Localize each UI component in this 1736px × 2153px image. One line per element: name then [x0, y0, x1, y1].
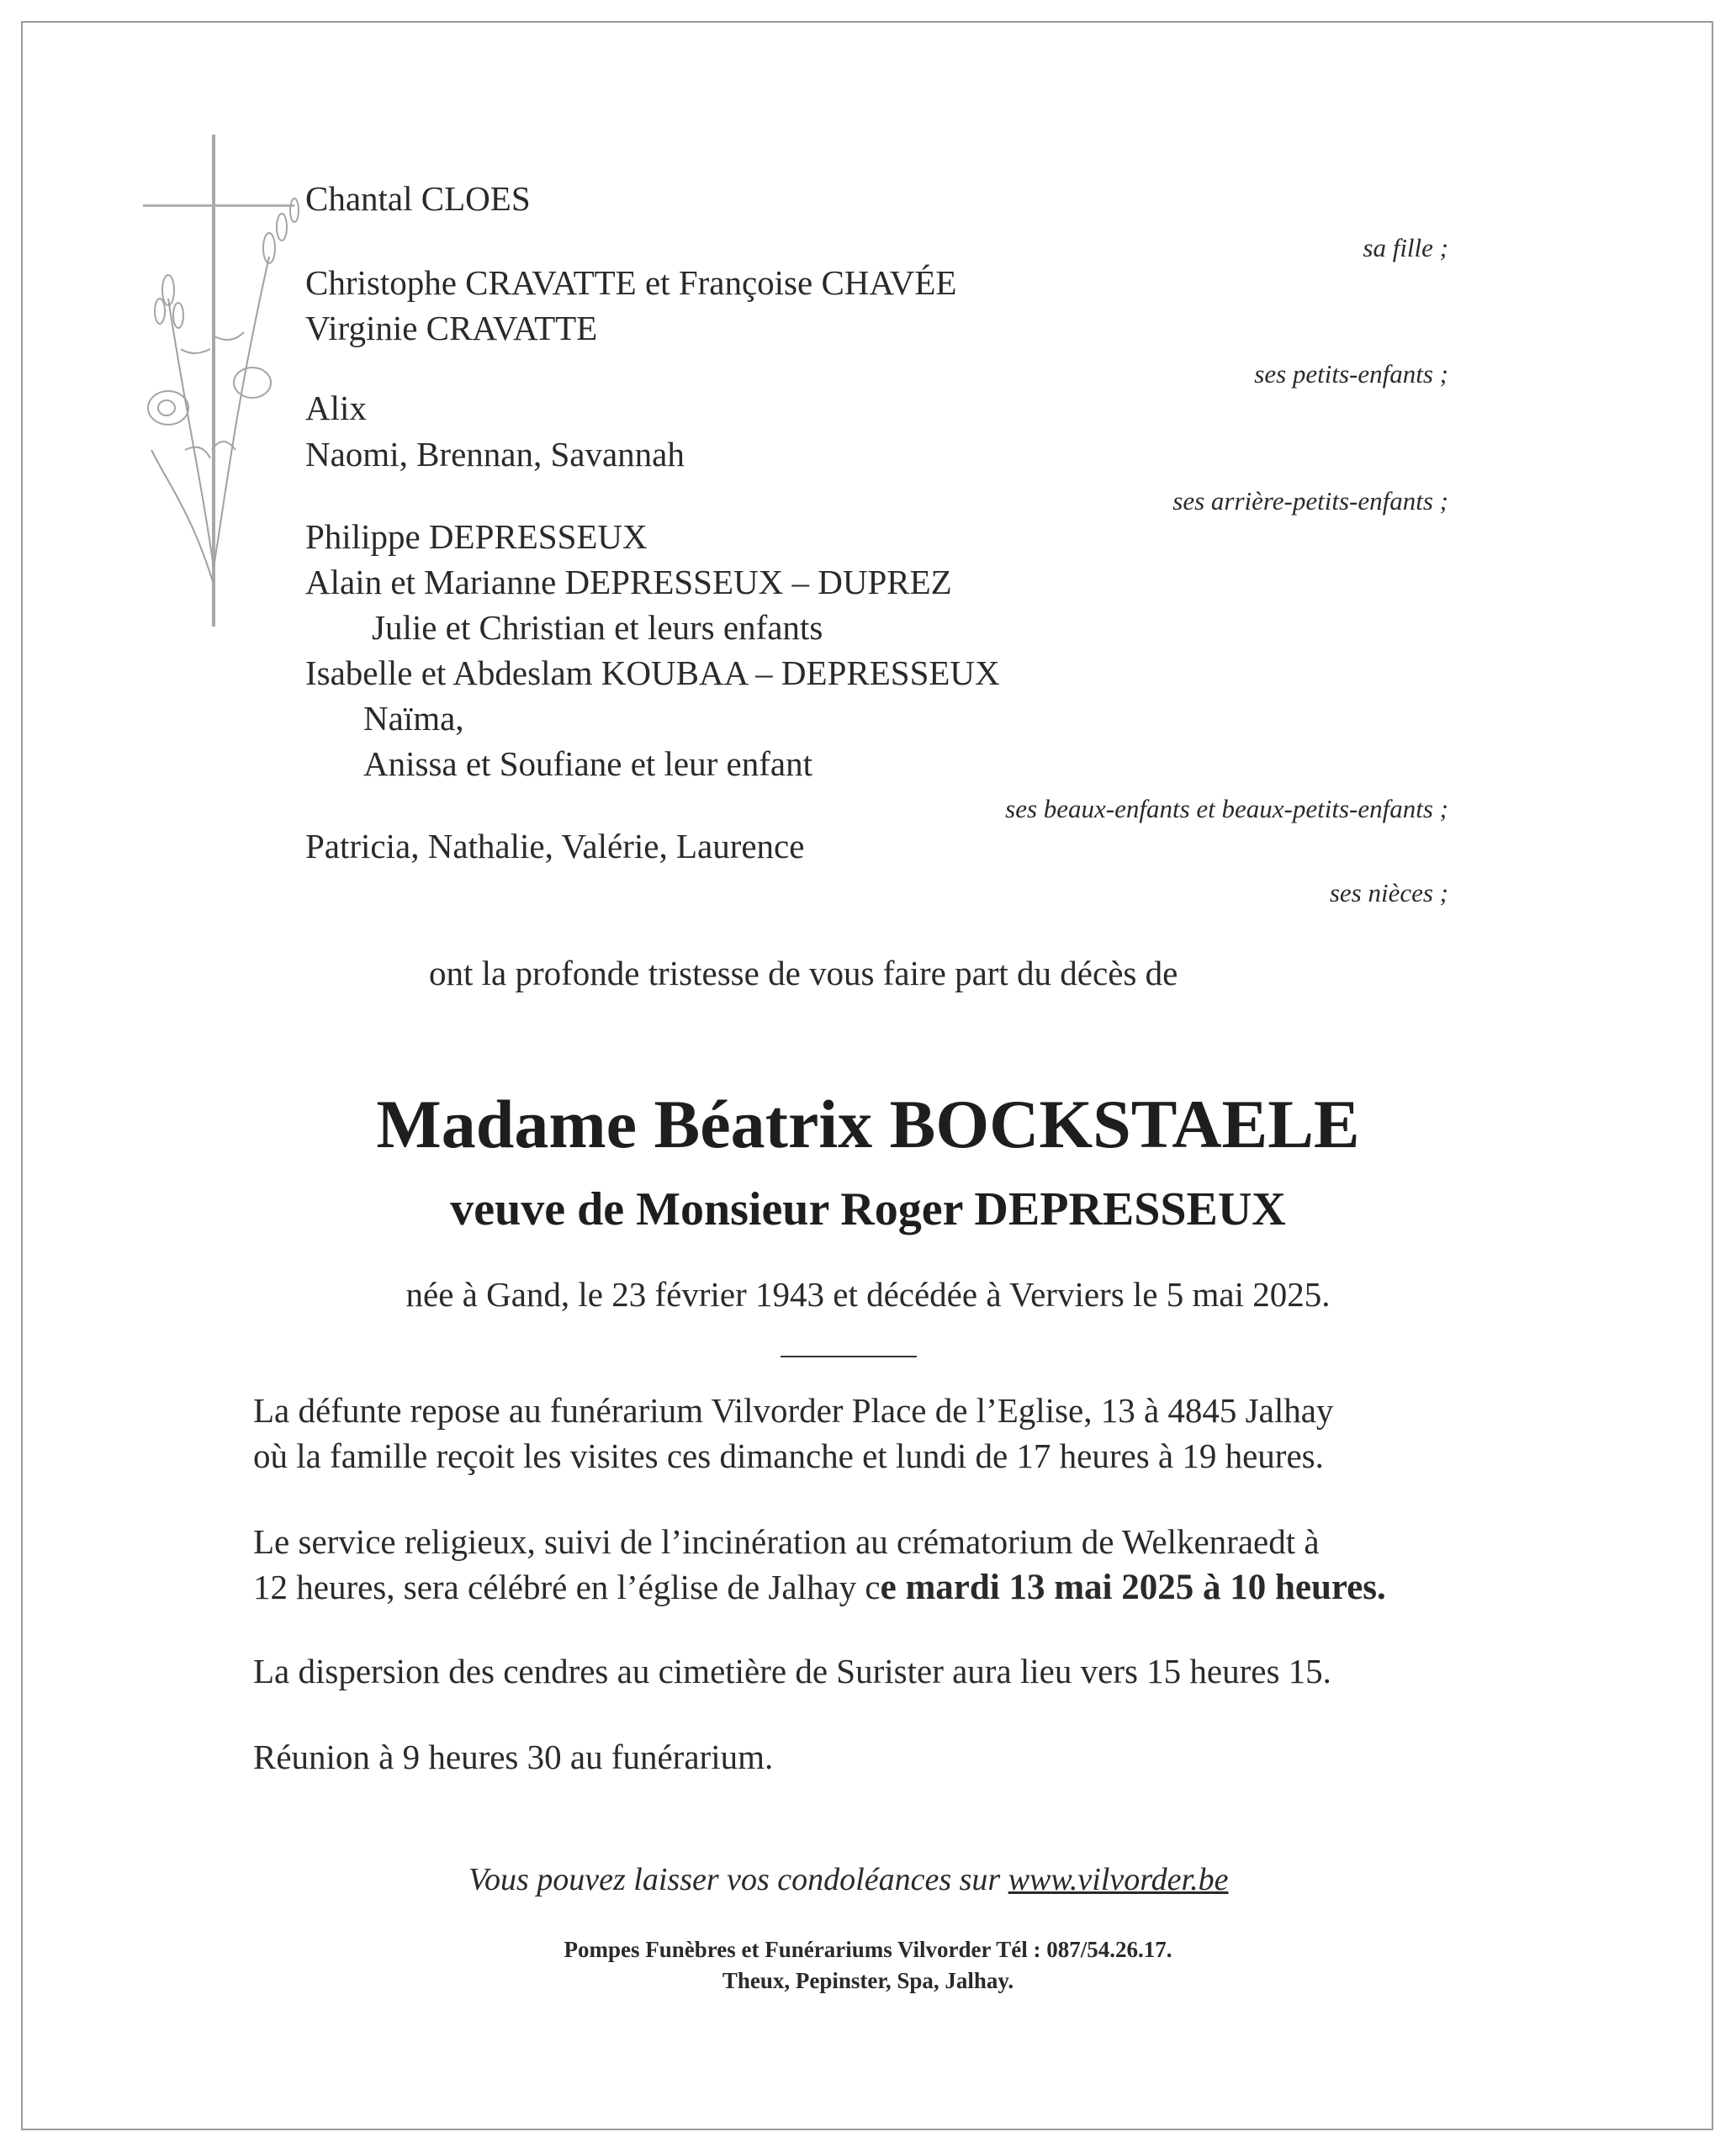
- footer-locations: Theux, Pepinster, Spa, Jalhay.: [722, 1968, 1014, 1993]
- step-child-name: Isabelle et Abdeslam KOUBAA – DEPRESSEUX: [305, 653, 1000, 692]
- role-great-grandchildren: ses arrière-petits-enfants ;: [1172, 486, 1448, 516]
- step-grandchild-name: Naïma,: [363, 699, 464, 738]
- role-step-children: ses beaux-enfants et beaux-petits-enfants ;: [1005, 794, 1448, 823]
- step-grandchild-name: Julie et Christian et leurs enfants: [372, 608, 823, 647]
- step-child-name: Alain et Marianne DEPRESSEUX – DUPREZ: [305, 563, 952, 601]
- condolences-link[interactable]: www.vilvorder.be: [1008, 1862, 1229, 1897]
- repose-line: La défunte repose au funérarium Vilvorder Place de l’Eglise, 13 à 4845 Jalhay: [253, 1391, 1334, 1430]
- service-text: 12 heures, sera célébré en l’église de Jalhay c: [253, 1568, 881, 1606]
- divider: [781, 1356, 917, 1357]
- widow-of: veuve de Monsieur Roger DEPRESSEUX: [450, 1183, 1286, 1235]
- service-line: Le service religieux, suivi de l’incinération au crématorium de Welkenraedt à: [253, 1522, 1320, 1561]
- step-child-name: Philippe DEPRESSEUX: [305, 517, 648, 556]
- role-grandchildren: ses petits-enfants ;: [1254, 359, 1448, 389]
- repose-line: où la famille reçoit les visites ces dimanche et lundi de 17 heures à 19 heures.: [253, 1436, 1324, 1475]
- great-grandchild-name: Naomi, Brennan, Savannah: [305, 435, 685, 473]
- nieces-names: Patricia, Nathalie, Valérie, Laurence: [305, 827, 805, 865]
- service-paragraph: [253, 1519, 1386, 1611]
- announcement-text: ont la profonde tristesse de vous faire part du décès de: [429, 954, 1178, 992]
- step-grandchild-name: Anissa et Soufiane et leur enfant: [363, 744, 812, 783]
- repose-paragraph: [253, 1388, 1333, 1479]
- service-line: [253, 1564, 1386, 1611]
- birth-death-info: née à Gand, le 23 février 1943 et décédée à Verviers le 5 mai 2025.: [405, 1275, 1331, 1314]
- deceased-name: Madame Béatrix BOCKSTAELE: [376, 1086, 1360, 1162]
- reunion-text: Réunion à 9 heures 30 au funérarium.: [253, 1738, 774, 1776]
- footer-company: Pompes Funèbres et Funérariums Vilvorder Tél : 087/54.26.17.: [564, 1937, 1172, 1962]
- great-grandchild-name: Alix: [305, 389, 367, 427]
- service-date-time: e mardi 13 mai 2025 à 10 heures.: [880, 1568, 1386, 1607]
- role-nieces: ses nièces ;: [1329, 878, 1448, 907]
- role-daughter: sa fille ;: [1363, 233, 1448, 262]
- grandchild-name: Virginie CRAVATTE: [305, 309, 598, 347]
- condolences-text: Vous pouvez laisser vos condoléances sur: [468, 1862, 1008, 1897]
- dispersion-text: La dispersion des cendres au cimetière de Surister aura lieu vers 15 heures 15.: [253, 1652, 1331, 1690]
- grandchild-name: Christophe CRAVATTE et Françoise CHAVÉE: [305, 263, 957, 302]
- condolences-line: [468, 1861, 1228, 1898]
- daughter-name: Chantal CLOES: [305, 179, 531, 218]
